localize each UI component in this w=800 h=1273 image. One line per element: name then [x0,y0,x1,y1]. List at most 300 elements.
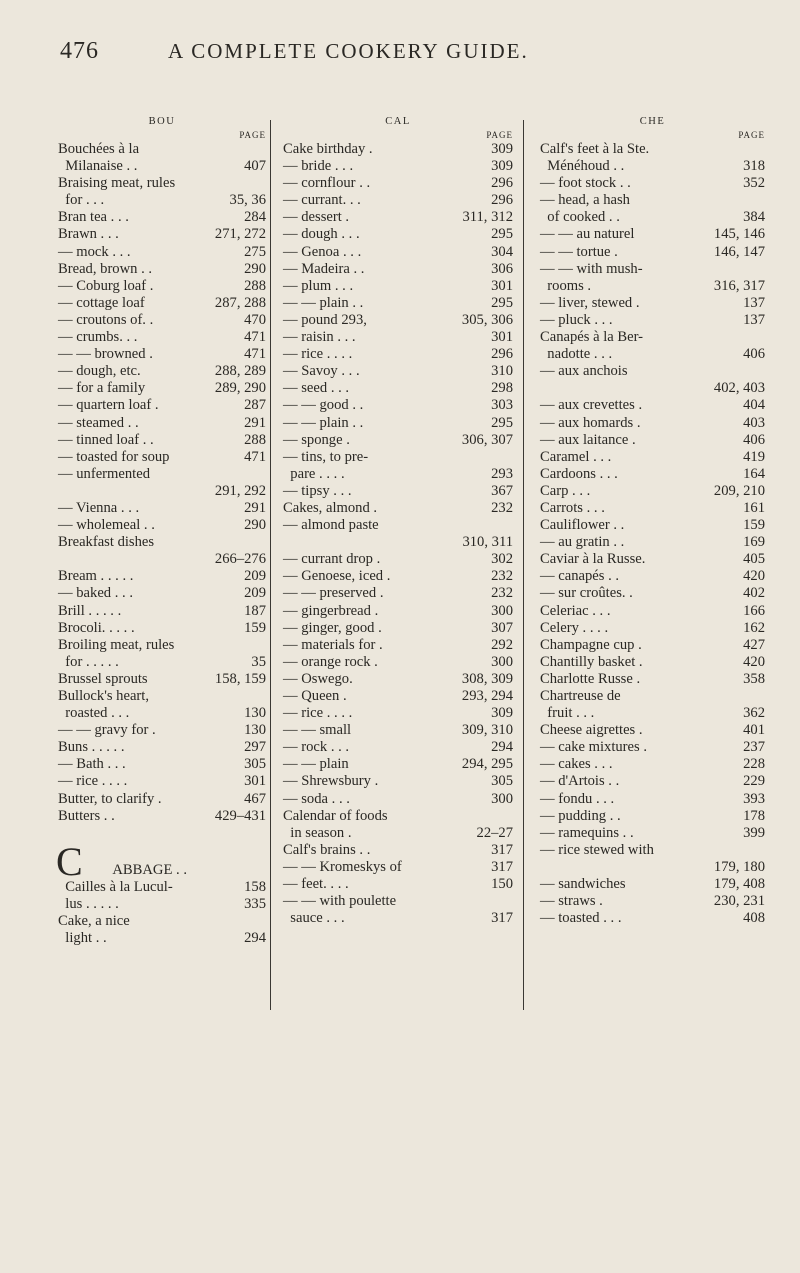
entry-page: 419 [743,448,765,465]
entry-text: — tipsy . . . [283,482,352,499]
entry-page: 405 [743,551,765,568]
index-entry [540,363,765,380]
index-entry [540,722,765,739]
entry-text: — dough, etc. [58,363,141,380]
index-entry [283,415,513,432]
index-entry [540,449,765,466]
entry-page: 209, 210 [713,482,765,499]
index-entry [540,756,765,773]
entry-page: 295 [491,294,513,311]
entry-page: 301 [491,277,513,294]
entry-text: — gingerbread . [283,602,379,619]
index-entry [58,415,266,432]
entry-page: 316, 317 [713,277,765,294]
column-heading: CHE [639,116,666,127]
index-entry [540,432,765,449]
index-entry [283,722,513,739]
entry-text: — almond paste [283,517,379,534]
entry-text: — — preserved . [283,585,384,602]
entry-page: 300 [491,653,513,670]
entry-page: 293, 294 [461,688,513,704]
index-entry [283,705,513,722]
entry-page: 306 [491,260,513,277]
entry-page: 162 [743,619,765,636]
entry-page: 304 [491,243,513,260]
entry-page: 287 [244,397,266,414]
entry-page: 289, 290 [214,380,266,397]
index-entry [540,620,765,637]
index-entry [540,346,765,363]
entry-page: 399 [743,824,765,841]
entry-text: Brill . . . . . [58,602,122,619]
index-entry [540,910,765,927]
entry-page: 310, 311 [462,534,513,551]
entry-page: 384 [743,209,765,226]
index-entry [283,312,513,329]
entry-page: 229 [743,773,765,790]
entry-text: — tins, to pre- [283,448,369,465]
index-entry [58,141,266,158]
entry-page: 427 [743,636,765,653]
index-entry [540,688,765,705]
entry-text: — Vienna . . . [58,499,140,516]
running-title: A COMPLETE COOKERY GUIDE. [168,39,529,63]
index-entry [58,244,266,261]
index-entry [58,312,266,329]
entry-text: — crumbs. . . [58,329,138,346]
entry-text: Bouchées à la [58,141,140,157]
entry-text: — baked . . . [58,585,133,602]
entry-page: 305 [491,773,513,790]
entry-page: 288 [244,431,266,448]
index-entry [58,517,266,534]
index-entry [58,637,266,654]
entry-page: 408 [743,910,765,927]
entry-text: Caramel . . . [540,448,612,465]
entry-text: Calf's brains . . [283,841,371,858]
index-column-bou [58,115,266,947]
entry-page: 178 [743,807,765,824]
index-entry [58,654,266,671]
entry-page: 179, 180 [713,858,765,875]
index-entry [283,346,513,363]
entry-text: Chantilly basket . [540,653,643,670]
entry-text: — d'Artois . . [540,773,620,790]
entry-text: Butter, to clarify . [58,790,162,807]
index-entry [540,415,765,432]
entry-page: 367 [491,482,513,499]
entry-text: Braising meat, rules [58,175,176,192]
index-entries [540,141,765,927]
entry-text: — au gratin . . [540,534,625,551]
index-entry [283,363,513,380]
entry-page: 429–431 [214,807,266,824]
entry-text: rooms . [540,277,592,294]
entry-page: 296 [491,192,513,209]
entry-text: — seed . . . [283,380,350,397]
entry-text: sauce . . . [283,910,345,927]
entry-text: — Oswego. [283,670,353,687]
entry-text: fruit . . . [540,705,595,722]
entry-page: 237 [743,739,765,756]
index-entry [283,517,513,534]
index-entry [283,637,513,654]
entry-text: light . . [58,930,107,947]
index-entry [58,449,266,466]
column-divider [523,120,524,1010]
entry-text: — Genoese, iced . [283,568,391,585]
index-entry [283,483,513,500]
entry-text: nadotte . . . [540,346,613,363]
entry-text: Cauliflower . . [540,517,625,534]
entry-text: — canapés . . [540,568,620,585]
entry-text: — aux homards . [540,414,641,431]
entry-text: — cake mixtures . [540,739,647,756]
entry-page: 310 [491,363,513,380]
index-entry [58,466,266,483]
entry-page: 309, 310 [461,722,513,739]
entry-text: Broiling meat, rules [58,636,175,653]
entry-page: 403 [743,414,765,431]
entry-page: 470 [244,311,266,328]
index-entry [540,551,765,568]
index-entry [58,705,266,722]
entry-text: — — with mush- [540,260,643,277]
index-entry [540,585,765,602]
entry-page: 317 [491,858,513,875]
entry-page: 471 [244,448,266,465]
index-entry [540,893,765,910]
entry-page: 22–27 [476,824,513,841]
entry-text: — — Kromeskys of [283,858,402,875]
index-entry [283,192,513,209]
index-entry [540,739,765,756]
entry-page: 420 [743,568,765,585]
index-entry [58,261,266,278]
entry-page: 305, 306 [461,311,513,328]
entry-page: 311, 312 [462,209,513,226]
index-entry [540,158,765,175]
entry-text: — rice . . . . [283,705,353,722]
index-entry [283,568,513,585]
index-entry [58,500,266,517]
entry-page: 35 [251,653,266,670]
entry-page: 393 [743,790,765,807]
entry-text: — feet. . . . [283,876,349,893]
index-entry [283,791,513,808]
index-entry [540,808,765,825]
entry-page: 291 [244,414,266,431]
index-entry [540,295,765,312]
column-heading: BOU [148,116,176,127]
entry-page: 266–276 [214,551,266,568]
entry-page: 228 [743,756,765,773]
index-entry [58,930,266,947]
entry-page: 402, 403 [713,380,765,397]
index-entry [540,517,765,534]
entry-page: 301 [491,329,513,346]
index-entry [540,825,765,842]
entry-page: 150 [491,876,513,893]
entry-page: 145, 146 [713,226,765,243]
entry-page: 159 [244,619,266,636]
entry-page: 137 [743,311,765,328]
entry-page: 406 [743,431,765,448]
index-entry [58,380,266,397]
index-entry [540,312,765,329]
entry-page: 297 [244,739,266,756]
index-entry [283,329,513,346]
entry-text: — plum . . . [283,277,354,294]
entry-text: — rice . . . . [283,346,353,363]
index-entry [58,603,266,620]
entry-text: Celery . . . . [540,619,609,636]
entry-text: Bullock's heart, [58,688,149,704]
index-entry [283,158,513,175]
index-entry [540,637,765,654]
column-divider [270,120,271,1010]
entry-page: 401 [743,722,765,739]
entry-page: 305 [244,756,266,773]
entry-page: 169 [743,534,765,551]
entry-page: 232 [491,568,513,585]
entry-text: — currant. . . [283,192,361,209]
entry-page: 137 [743,294,765,311]
index-entry [540,141,765,158]
entry-page: 209 [244,568,266,585]
entry-text: Bran tea . . . [58,209,129,226]
entry-text: — dessert . [283,209,350,226]
entry-page: 352 [743,175,765,192]
index-entry [58,175,266,192]
page-number: 476 [60,38,99,64]
entry-page: 308, 309 [461,670,513,687]
entry-text: Ménéhoud . . [540,158,625,175]
index-entry [540,329,765,346]
entry-text: in season . [283,824,352,841]
entry-page: 306, 307 [461,431,513,448]
entry-text: Milanaise . . [58,158,138,175]
entry-text: Breakfast dishes [58,534,155,551]
index-entry [58,739,266,756]
index-entry [283,739,513,756]
entry-text: — raisin . . . [283,329,356,346]
index-entry [283,449,513,466]
index-entry [540,261,765,278]
index-entry [540,209,765,226]
entry-text: — liver, stewed . [540,294,640,311]
index-entry [58,346,266,363]
entry-page: 307 [491,619,513,636]
index-entry [58,688,266,705]
index-entry [540,192,765,209]
entry-text: pare . . . . [283,465,345,482]
index-entry [283,671,513,688]
entry-page: 291, 292 [214,482,266,499]
entry-text: Butters . . [58,807,115,824]
index-entry [58,158,266,175]
entry-text: — bride . . . [283,158,354,175]
entry-page: 296 [491,346,513,363]
entry-text: — materials for . [283,636,383,653]
index-entries [58,141,266,825]
entry-page: 291 [244,499,266,516]
entry-text: Calendar of foods [283,807,388,824]
entry-text: — steamed . . [58,414,139,431]
entry-text: Cakes, almond . [283,499,378,516]
index-entry [540,534,765,551]
entry-text: — rice stewed with [540,841,654,858]
entry-text: — pudding . . [540,807,621,824]
entry-text: Bread, brown . . [58,260,153,277]
entry-page: 130 [244,705,266,722]
index-entry [283,603,513,620]
index-entry [540,380,765,397]
index-entry [58,568,266,585]
entry-page: 309 [491,158,513,175]
entry-text: Cheese aigrettes . [540,722,643,739]
index-entry [540,671,765,688]
entry-text: Bream . . . . . [58,568,134,585]
entry-page: 288, 289 [214,363,266,380]
entry-page: 295 [491,226,513,243]
entry-text: — tinned loaf . . [58,431,154,448]
entry-text: — sur croûtes. . [540,585,633,602]
entry-text: Cardoons . . . [540,465,618,482]
entry-page: 294, 295 [461,756,513,773]
entry-text: — ramequins . . [540,824,634,841]
entry-page: 179, 408 [713,876,765,893]
entry-text: — Queen . [283,688,347,704]
index-entry [58,671,266,688]
index-entry [283,141,513,158]
entry-text: — foot stock . . [540,175,631,192]
entry-text: — croutons of. . [58,311,154,328]
entry-text: — cornflour . . [283,175,371,192]
index-entry [540,226,765,243]
entry-text: — aux laitance . [540,431,636,448]
entry-text: — straws . [540,893,603,910]
entry-page: 130 [244,722,266,739]
index-entry [540,705,765,722]
entry-page: 287, 288 [214,294,266,311]
index-entry [58,620,266,637]
entry-page: 271, 272 [214,226,266,243]
index-entry [58,483,266,500]
entry-page: 232 [491,499,513,516]
entry-text: — sandwiches [540,876,626,893]
entry-page: 298 [491,380,513,397]
entry-text: — quartern loaf . [58,397,159,414]
page-label: PAGE [486,130,513,140]
entry-page: 404 [743,397,765,414]
entry-text: Carrots . . . [540,499,605,516]
index-entry [283,585,513,602]
entry-text: roasted . . . [58,705,130,722]
index-entry [58,226,266,243]
entry-text: — Shrewsbury . [283,773,379,790]
index-column-cal [283,115,513,927]
index-entry [58,551,266,568]
entry-page: 302 [491,551,513,568]
entry-text: Celeriac . . . [540,602,611,619]
entry-text: — Bath . . . [58,756,126,773]
index-entry [58,585,266,602]
index-entry [540,397,765,414]
index-entry [540,483,765,500]
index-column-che [540,115,765,927]
entry-text: — for a family [58,380,146,397]
index-entry [540,278,765,295]
entry-text: Buns . . . . . [58,739,125,756]
entry-text: — — browned . [58,346,153,363]
index-entry [283,808,513,825]
entry-text: — sponge . [283,431,350,448]
entry-page: 290 [244,260,266,277]
entry-text: — fondu . . . [540,790,615,807]
entry-page: 309 [491,141,513,157]
entry-page: 284 [244,209,266,226]
index-entry [540,568,765,585]
entry-text: — — au naturel [540,226,635,243]
index-entry [283,209,513,226]
column-heading: CAL [385,116,411,127]
entry-page: 164 [743,465,765,482]
entry-page: 402 [743,585,765,602]
entry-text: Carp . . . [540,482,591,499]
index-entry [58,913,266,930]
entry-text: — wholemeal . . [58,517,155,534]
index-entry [58,808,266,825]
index-entry [58,534,266,551]
entry-page: 146, 147 [713,243,765,260]
entry-page: 317 [491,841,513,858]
index-entry [283,380,513,397]
entry-text: — Genoa . . . [283,243,362,260]
entry-text: of cooked . . [540,209,620,226]
entry-text: — rice . . . . [58,773,128,790]
index-entry [540,859,765,876]
index-entry [283,893,513,910]
entry-page: 300 [491,790,513,807]
index-entry [283,910,513,927]
entry-text: — — tortue . [540,243,618,260]
entry-text: — toasted . . . [540,910,622,927]
index-entry [283,620,513,637]
index-entry [540,466,765,483]
index-entry [540,175,765,192]
entry-page: 158 [244,878,266,895]
index-entry [283,773,513,790]
entry-page: 159 [743,517,765,534]
entry-page: 187 [244,602,266,619]
index-entry [283,261,513,278]
entry-text: lus . . . . . [58,895,119,912]
index-entry [283,466,513,483]
index-entry [58,432,266,449]
entry-text: — cottage loaf [58,294,145,311]
entry-page: 406 [743,346,765,363]
entry-text: — dough . . . [283,226,360,243]
index-entry [283,295,513,312]
entry-page: 294 [244,930,266,947]
entry-text: — ginger, good . [283,619,382,636]
index-entry [540,244,765,261]
entry-text: — — small [283,722,352,739]
entry-text: — pluck . . . [540,311,613,328]
entry-text: — — gravy for . [58,722,156,739]
index-entry [58,722,266,739]
